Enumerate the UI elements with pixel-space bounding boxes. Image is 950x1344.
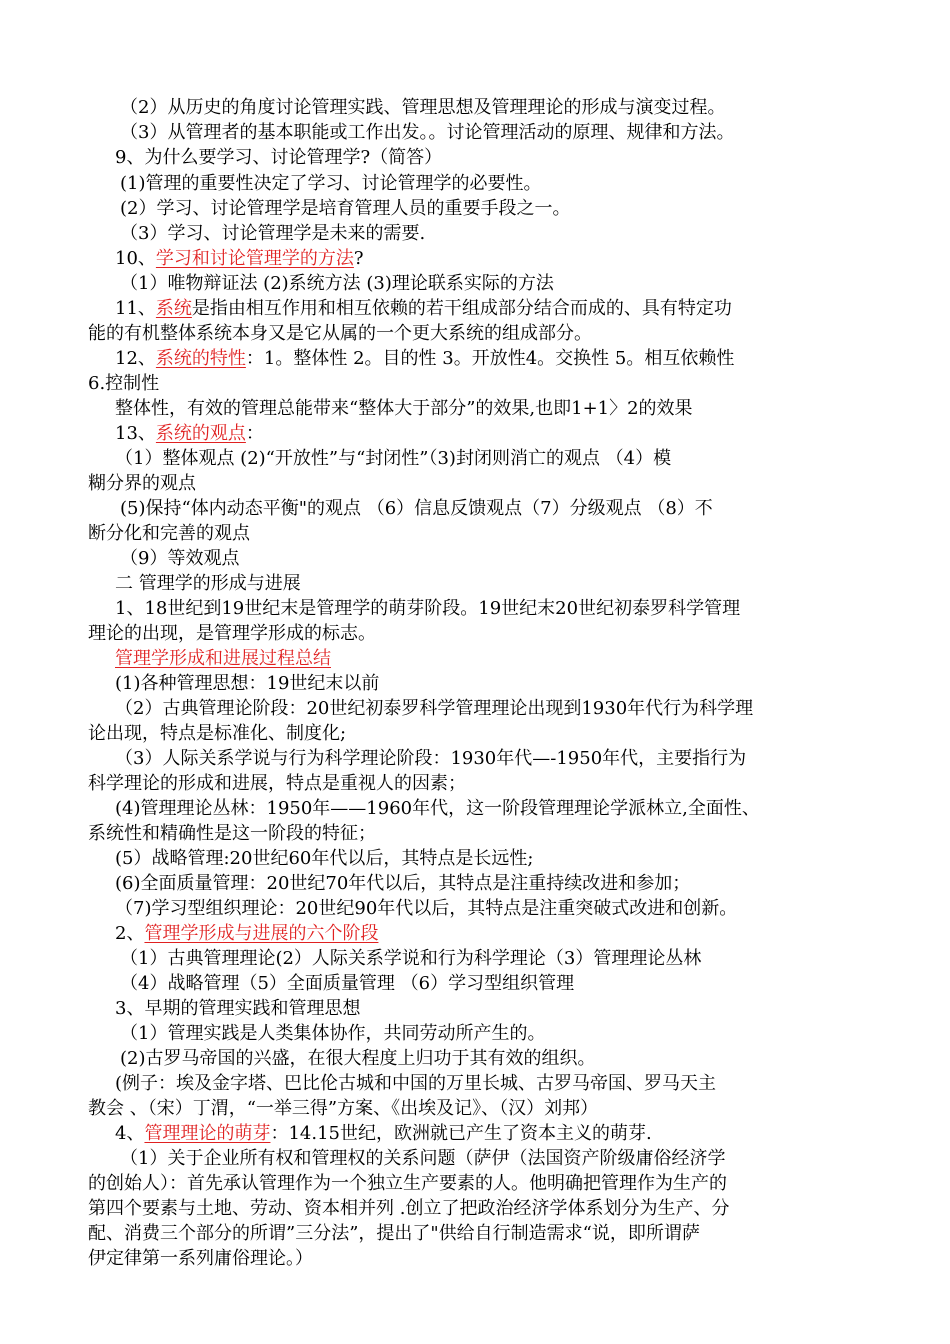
- highlighted-term: 系统: [155, 298, 192, 319]
- section-heading: 二 管理学的形成与进展: [115, 573, 301, 594]
- text-line: 13、系统的观点：: [115, 423, 264, 444]
- text-line: 整体性，有效的管理总能带来“整体大于部分”的效果,也即1+1〉2的效果: [115, 398, 693, 419]
- text-line: 系统性和精确性是这一阶段的特征；: [88, 823, 376, 844]
- highlighted-term: 管理学形成和进展过程总结: [115, 648, 331, 669]
- text-line: （9）等效观点: [120, 548, 240, 569]
- text-line: 10、学习和讨论管理学的方法?: [115, 248, 364, 269]
- text-line: 2、管理学形成与进展的六个阶段: [115, 923, 379, 944]
- text-line: （3）从管理者的基本职能或工作出发。。讨论管理活动的原理、规律和方法。: [120, 122, 735, 143]
- text-line: 断分化和完善的观点: [88, 523, 250, 544]
- text-line: (5）战略管理:20世纪60年代以后，其特点是长远性;: [115, 848, 534, 869]
- text-line: （1）古典管理理论(2）人际关系学说和行为科学理论（3）管理理论丛林: [120, 948, 702, 969]
- text-line: (6)全面质量管理：20世纪70年代以后，其特点是注重持续改进和参加；: [115, 873, 691, 894]
- text-line: 理论的出现，是管理学形成的标志。: [88, 623, 376, 644]
- highlighted-term: 学习和讨论管理学的方法: [155, 248, 354, 269]
- text-line: [115, 646, 331, 671]
- highlighted-term: 系统的观点: [155, 423, 246, 444]
- text-line: (5)保持“体内动态平衡"的观点 （6）信息反馈观点（7）分级观点 （8）不: [120, 498, 713, 519]
- text-line: （3）人际关系学说与行为科学理论阶段：1930年代—-1950年代，主要指行为: [115, 748, 747, 769]
- text-line: (4)管理理论丛林：1950年——1960年代，这一阶段管理理论学派林立,全面性、: [115, 798, 760, 819]
- text-line: 4、管理理论的萌芽：14.15世纪，欧洲就已产生了资本主义的萌芽.: [115, 1123, 652, 1144]
- text-line: （2）古典管理论阶段：20世纪初泰罗科学管理理论出现到1930年代行为科学理: [115, 698, 754, 719]
- text-line: (2）学习、讨论管理学是培育管理人员的重要手段之一。: [120, 198, 571, 219]
- text-line: (例子：埃及金字塔、巴比伦古城和中国的万里长城、古罗马帝国、罗马天主: [115, 1073, 717, 1094]
- text-line: （1）整体观点 (2)“开放性”与“封闭性”（3)封闭则消亡的观点 （4）模: [115, 448, 672, 469]
- text-line: 糊分界的观点: [88, 473, 196, 494]
- text-line: 1、18世纪到19世纪末是管理学的萌芽阶段。19世纪末20世纪初泰罗科学管理: [115, 598, 741, 619]
- text-line: （1）管理实践是人类集体协作，共同劳动所产生的。: [120, 1023, 546, 1044]
- text-line: 教会 、（宋）丁渭，“一举三得”方案、《出埃及记》、（汉）刘邦）: [88, 1098, 599, 1119]
- text-line: 论出现，特点是标准化、制度化;: [88, 723, 347, 744]
- text-line: 12、系统的特性：1。整体性 2。目的性 3。开放性4。交换性 5。相互依赖性: [115, 348, 735, 369]
- highlighted-term: 管理学形成与进展的六个阶段: [144, 923, 379, 944]
- text-line: 第四个要素与土地、劳动、资本相并列 .创立了把政治经济学体系划分为生产、分: [88, 1198, 730, 1219]
- highlighted-term: 管理理论的萌芽: [144, 1123, 271, 1144]
- text-line: （1）唯物辩证法 (2)系统方法 (3)理论联系实际的方法: [120, 273, 554, 294]
- text-line: 配、消费三个部分的所谓”三分法”，提出了"供给自行制造需求“说，即所谓萨: [88, 1223, 700, 1244]
- text-line: 的创始人）：首先承认管理作为一个独立生产要素的人。他明确把管理作为生产的: [88, 1173, 727, 1194]
- text-line: (1)管理的重要性决定了学习、讨论管理学的必要性。: [120, 173, 542, 194]
- text-line: (1)各种管理思想：19世纪末以前: [115, 673, 380, 694]
- text-line: （7)学习型组织理论：20世纪90年代以后，其特点是注重突破式改进和创新。: [115, 898, 738, 919]
- text-line: 能的有机整体系统本身又是它从属的一个更大系统的组成部分。: [88, 323, 592, 344]
- text-line: 6.控制性: [88, 373, 160, 394]
- highlighted-term: 系统的特性: [155, 348, 246, 369]
- text-line: 9、为什么要学习、讨论管理学?（简答）: [115, 147, 443, 168]
- text-line: 11、系统是指由相互作用和相互依赖的若干组成部分结合而成的、具有特定功: [115, 298, 732, 319]
- text-line: (2)古罗马帝国的兴盛，在很大程度上归功于其有效的组织。: [120, 1048, 596, 1069]
- text-line: 伊定律第一系列庸俗理论。）: [88, 1248, 313, 1269]
- text-line: （3）学习、讨论管理学是未来的需要.: [120, 223, 426, 244]
- text-line: （1）关于企业所有权和管理权的关系问题（萨伊（法国资产阶级庸俗经济学: [120, 1148, 726, 1169]
- text-line: 科学理论的形成和进展，特点是重视人的因素；: [88, 773, 466, 794]
- text-line: （2）从历史的角度讨论管理实践、管理思想及管理理论的形成与演变过程。: [120, 97, 726, 118]
- text-line: 3、早期的管理实践和管理思想: [115, 998, 361, 1019]
- text-line: （4）战略管理（5）全面质量管理 （6）学习型组织管理: [120, 973, 575, 994]
